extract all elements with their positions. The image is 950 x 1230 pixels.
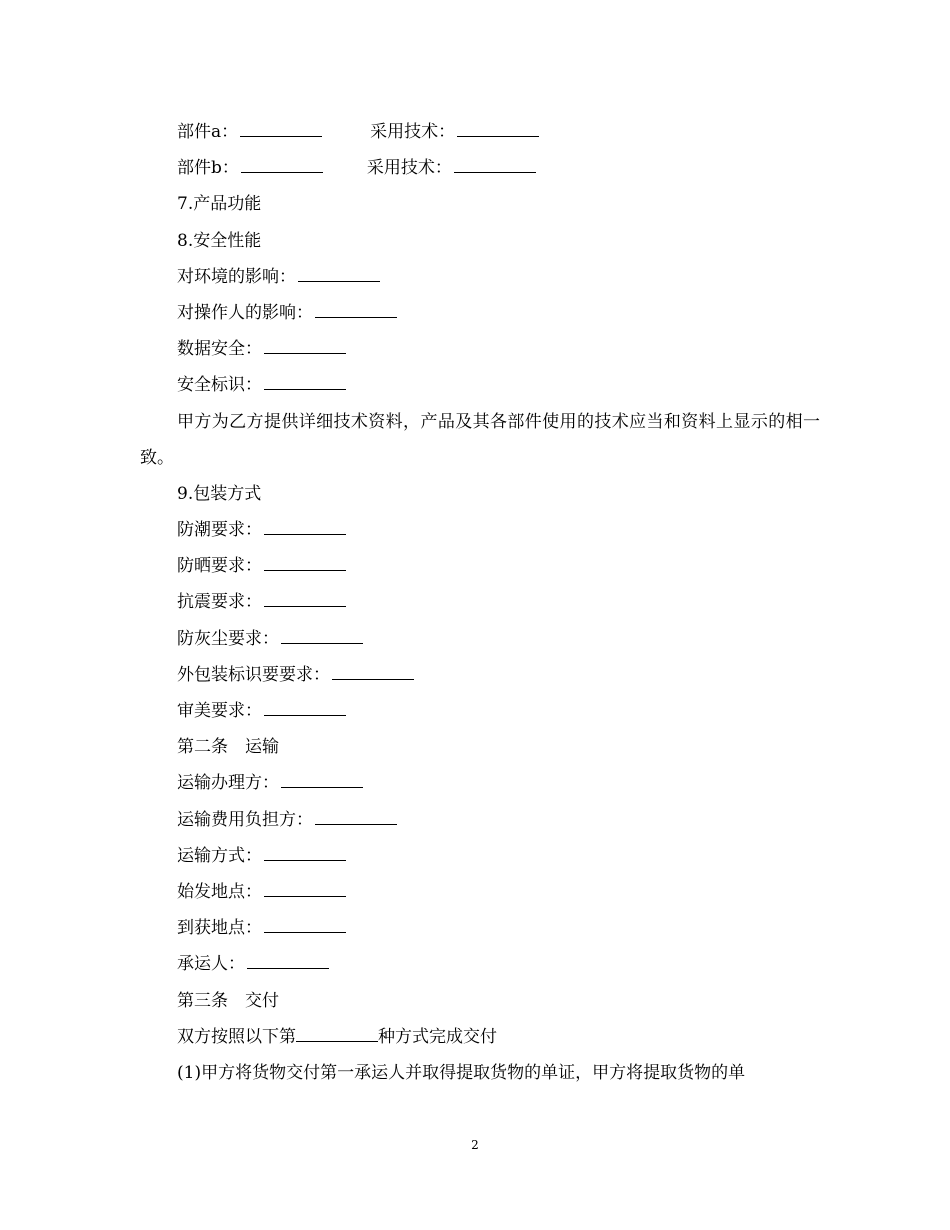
transport-handler-blank (281, 773, 363, 788)
sun-proof-line (140, 548, 820, 584)
destination-line (140, 910, 820, 946)
document-body (140, 114, 820, 1091)
part-b-line (140, 150, 820, 186)
tech-paragraph: 甲方为乙方提供详细技术资料，产品及其各部件使用的技术应当和资料上显示的相一致。 (140, 411, 820, 468)
outer-mark-line (140, 657, 820, 693)
origin-line (140, 874, 820, 910)
transport-handler-label: 运输办理方： (177, 773, 279, 794)
delivery-suffix: 种方式完成交付 (378, 1026, 497, 1047)
dust-proof-line (140, 621, 820, 657)
dust-proof-blank (281, 629, 363, 644)
origin-label: 始发地点： (177, 881, 262, 902)
delivery-prefix: 双方按照以下第 (177, 1026, 296, 1047)
moisture-proof-blank (264, 520, 346, 535)
aesthetic-blank (264, 701, 346, 716)
outer-mark-label: 外包装标识要要求： (177, 664, 330, 685)
delivery-option-1: (1)甲方将货物交付第一承运人并取得提取货物的单证，甲方将提取货物的单 (177, 1062, 746, 1083)
carrier-blank (247, 954, 329, 969)
transport-mode-blank (264, 846, 346, 861)
data-security-label: 数据安全： (177, 339, 262, 360)
delivery-choice-blank (296, 1027, 378, 1042)
transport-cost-line (140, 802, 820, 838)
env-impact-blank (298, 267, 380, 282)
outer-mark-blank (332, 665, 414, 680)
data-security-line (140, 331, 820, 367)
shock-proof-label: 抗震要求： (177, 592, 262, 613)
env-impact-line (140, 259, 820, 295)
operator-impact-line (140, 295, 820, 331)
destination-label: 到获地点： (177, 918, 262, 939)
destination-blank (264, 918, 346, 933)
safety-mark-line (140, 367, 820, 403)
sun-proof-blank (264, 556, 346, 571)
part-a-label: 部件a： (177, 122, 239, 142)
transport-mode-line (140, 838, 820, 874)
section-safety-performance: 8.安全性能 (177, 230, 262, 251)
carrier-line (140, 946, 820, 982)
moisture-proof-line (140, 512, 820, 548)
transport-cost-label: 运输费用负担方： (177, 809, 313, 830)
aesthetic-label: 审美要求： (177, 701, 262, 722)
page-number: 2 (471, 1138, 479, 1152)
safety-mark-label: 安全标识： (177, 375, 262, 396)
part-b-tech-label: 采用技术： (366, 158, 452, 179)
part-a-line (140, 114, 820, 150)
part-a-tech-blank (457, 122, 539, 137)
dust-proof-label: 防灰尘要求： (177, 628, 279, 649)
part-a-tech-label: 采用技术： (370, 122, 456, 142)
aesthetic-line (140, 693, 820, 729)
operator-impact-blank (315, 303, 397, 318)
transport-cost-blank (315, 810, 397, 825)
delivery-choice-line (140, 1019, 820, 1055)
shock-proof-line (140, 584, 820, 620)
part-a-blank (240, 122, 322, 137)
shock-proof-blank (264, 592, 346, 607)
section-packaging: 9.包装方式 (177, 483, 262, 504)
data-security-blank (264, 339, 346, 354)
operator-impact-label: 对操作人的影响： (177, 302, 313, 323)
article-three-heading: 第三条 交付 (177, 990, 279, 1011)
article-two-heading: 第二条 运输 (177, 737, 279, 758)
safety-mark-blank (264, 375, 346, 390)
carrier-label: 承运人： (177, 954, 245, 975)
env-impact-label: 对环境的影响： (177, 266, 296, 287)
part-b-label: 部件b： (177, 158, 239, 179)
part-b-tech-blank (454, 158, 536, 173)
sun-proof-label: 防晒要求： (177, 556, 262, 577)
transport-handler-line (140, 765, 820, 801)
section-product-function: 7.产品功能 (177, 194, 262, 215)
part-b-blank (241, 158, 323, 173)
moisture-proof-label: 防潮要求： (177, 520, 262, 541)
origin-blank (264, 882, 346, 897)
transport-mode-label: 运输方式： (177, 845, 262, 866)
